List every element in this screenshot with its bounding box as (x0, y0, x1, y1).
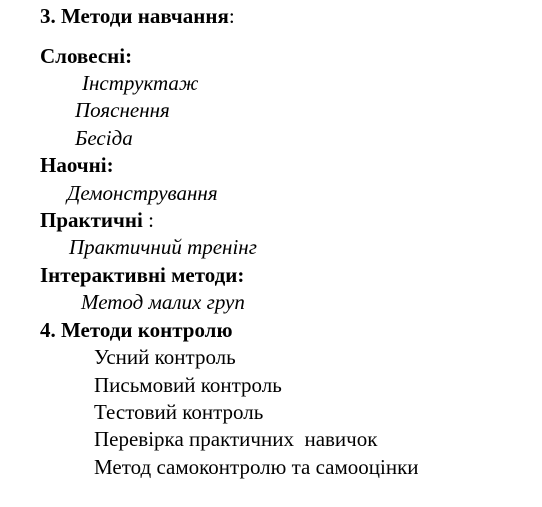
section-4-heading: 4. Методи контролю (40, 318, 233, 342)
control-method-item: Метод самоконтролю та самооцінки (94, 455, 419, 479)
verbal-method-item: Пояснення (75, 98, 170, 122)
practical-methods-colon: : (142, 208, 154, 232)
control-method-item: Тестовий контроль (94, 400, 264, 424)
practical-methods-label: Практичні (40, 208, 143, 232)
control-method-item: Усний контроль (94, 345, 236, 369)
verbal-method-item: Бесіда (75, 126, 133, 150)
section-3-colon: : (228, 4, 235, 28)
visual-methods-label: Наочні: (40, 153, 114, 177)
interactive-methods-label: Інтерактивні методи: (40, 263, 245, 287)
section-3-title: 3. Методи навчання (40, 4, 229, 28)
verbal-methods-label: Словесні: (40, 44, 133, 68)
practical-methods-heading (40, 210, 154, 231)
control-method-item: Перевірка практичних навичок (94, 427, 378, 451)
control-method-item: Письмовий контроль (94, 373, 282, 397)
practical-method-item: Практичний тренінг (69, 235, 257, 259)
interactive-method-item: Метод малих груп (81, 290, 245, 314)
verbal-method-item: Інструктаж (82, 71, 199, 95)
section-3-heading (40, 6, 235, 27)
visual-method-item: Демонстрування (67, 181, 218, 205)
